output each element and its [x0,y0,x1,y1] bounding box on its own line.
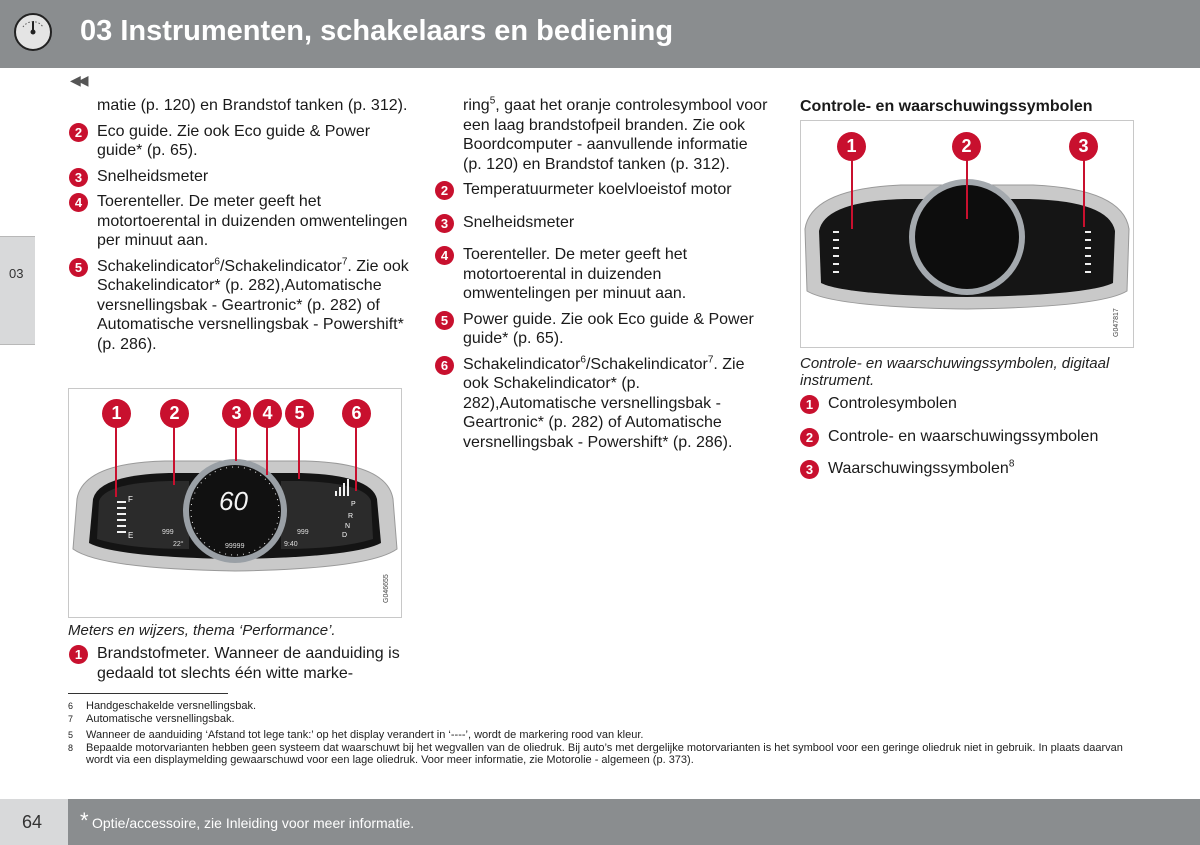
chapter-header [0,0,1200,68]
list-item-text: Brandstofmeter. Wanneer de aanduiding is gedaald tot slechts één witte marke- [97,645,400,682]
column-2 [435,96,770,452]
list-item [69,644,409,683]
callout-badge: 6 [342,399,371,428]
footnote-ref: 6 [580,354,586,366]
callout-line [966,157,968,219]
list-item [69,257,409,355]
callout-badge: 4 [253,399,282,428]
number-badge: 1 [800,395,819,414]
fuel-empty-mark: E [128,531,134,540]
list-item [435,245,770,304]
callout-line [115,425,117,497]
number-badge: 3 [435,214,454,233]
speedometer-icon [14,13,52,51]
list-item-text: Power guide. Zie ook Eco guide & Power guide* (p. 65). [463,310,754,347]
footnote-ref: 6 [214,256,220,268]
page-number: 64 [22,812,43,832]
callout-line [173,425,175,485]
footnote: 6 Handgeschakelde versnellingsbak. [68,700,256,712]
trip-readout: 999 [162,529,174,536]
list-item [435,180,770,200]
list-item-text: Eco guide. Zie ook Eco guide & Power guide* (p. 65). [97,122,371,159]
list-item [435,310,770,349]
number-badge: 6 [435,356,454,375]
footnote: 8 Bepaalde motorvarianten hebben geen systeem dat waarschuwt bij het wegvallen van de oliedruk. Bij auto’s met dergelijke motorvarianten is het symbool voor een geringe oliedruk niet in gebruik. In plaats daarvan wordt via een displaymelding gewaarschuwd voor een lage oliedruk. Voor meer informatie, zie Motorolie - algemeen (p. 373). [68,741,1123,766]
gear-d: D [342,532,348,539]
gear-r: R [348,513,354,520]
list-item-text: Toerenteller. De meter geeft het motortoerental in duizenden omwentelingen per minuut aan. [97,193,408,249]
callout-line [1083,157,1085,227]
chapter-title: 03 Instrumenten, schakelaars en bediening [80,15,674,47]
speed-readout: 60 [219,486,248,516]
number-badge: 5 [69,258,88,277]
list-item-text: Snelheidsmeter [463,213,575,231]
list-item-text: Snelheidsmeter [97,167,209,185]
callout-badge: 2 [952,132,981,161]
footnote-ref: 7 [341,256,348,268]
back-arrow-icon[interactable]: ◀◀ [70,72,86,88]
number-badge: 5 [435,311,454,330]
callout-line [851,157,853,229]
list-item [69,167,409,187]
page-number-box [0,799,68,845]
clock-readout: 9:40 [284,541,298,548]
callout-line [298,425,300,479]
list-item-text: Temperatuurmeter koelvloeistof motor [463,181,732,198]
footnote: 7 Automatische versnellingsbak. [68,712,235,725]
number-badge: 4 [69,193,88,212]
list-item-text: Toerenteller. De meter geeft het motortoerental in duizenden omwentelingen per minuut aan. [463,246,688,302]
footnote-ref: 8 [1008,458,1015,470]
section-heading: Controle- en waarschuwingssymbolen [800,98,1093,115]
number-badge: 3 [69,168,88,187]
callout-badge: 1 [102,399,131,428]
number-badge: 1 [69,645,88,664]
callout-badge: 5 [285,399,314,428]
callout-line [235,425,237,461]
column-1-bottom [69,644,409,683]
list-item [800,394,1140,414]
list-item [69,192,409,251]
chapter-tab[interactable] [0,236,35,345]
warning-symbols-figure [800,120,1134,348]
gear-n: N [345,523,351,530]
footnote-ref: 5 [489,95,496,107]
footnote-ref: 7 [707,354,714,366]
figure-caption: Controle- en waarschuwingssymbolen, digitaal instrument. [800,355,1110,389]
figure-caption: Meters en wijzers, thema ‘Performance’. [68,622,336,639]
instrument-cluster-figure [68,388,402,618]
column-1 [69,96,409,354]
range-readout: 999 [297,529,309,536]
list-item [69,122,409,161]
number-badge: 3 [800,460,819,479]
list-item [800,427,1140,447]
gear-p: P [351,501,356,508]
list-item-text: Controlesymbolen [828,395,957,412]
temperature-readout: 22° [173,541,184,548]
callout-badge: 3 [1069,132,1098,161]
list-item-text: Waarschuwingssymbolen$^8$ [828,458,1015,477]
footer-note: Optie/accessoire, zie Inleiding voor meer informatie. [92,815,415,831]
footnote-divider [68,693,228,694]
list-item-text: Schakelindicator$^6$/Schakelindicator$^7$. Zie ook Schakelindicator* (p. 282),Automatische versnellingsbak - Geartronic* (p. 282) of Automatische versnellingsbak - Powershift* (p. 286). [97,256,409,353]
fuel-full-mark: F [128,495,133,504]
column-3-list [800,394,1140,479]
list-item [800,459,1140,479]
number-badge: 2 [69,123,88,142]
callout-line [266,425,268,475]
option-star: * [80,808,89,833]
chapter-tab-label: 03 [9,266,24,281]
footer-bar [68,799,1200,845]
footnote: 5 Wanneer de aanduiding ‘Afstand tot lege tank:’ op het display verandert in ‘----’, wordt de markering rood van kleur. [68,729,644,741]
callout-badge: 3 [222,399,251,428]
callout-badge: 1 [837,132,866,161]
list-item [435,213,770,233]
continuation-text: matie (p. 120) en Brandstof tanken (p. 312). [97,97,408,114]
figure-code: G047817 [1113,308,1120,337]
continuation-text: ring$^5$, gaat het oranje controlesymbool voor een laag brandstofpeil branden. Zie ook Boordcomputer - aanvullende informatie (p. 120) en Brandstof tanken (p. 312). [463,95,768,173]
list-item-text: Schakelindicator$^6$/Schakelindicator$^7$. Zie ook Schakelindicator* (p. 282),Automatische versnellingsbak - Geartronic* (p. 282) of Automatische versnellingsbak - Powershift* (p. 286). [463,354,745,451]
list-item [435,355,770,453]
callout-badge: 2 [160,399,189,428]
odometer-readout: 99999 [225,543,245,550]
list-item-text: Controle- en waarschuwingssymbolen [828,427,1099,445]
footnotes [68,700,1138,767]
callout-line [355,425,357,491]
number-badge: 2 [800,428,819,447]
number-badge: 4 [435,246,454,265]
number-badge: 2 [435,181,454,200]
figure-code: G046655 [383,574,390,603]
